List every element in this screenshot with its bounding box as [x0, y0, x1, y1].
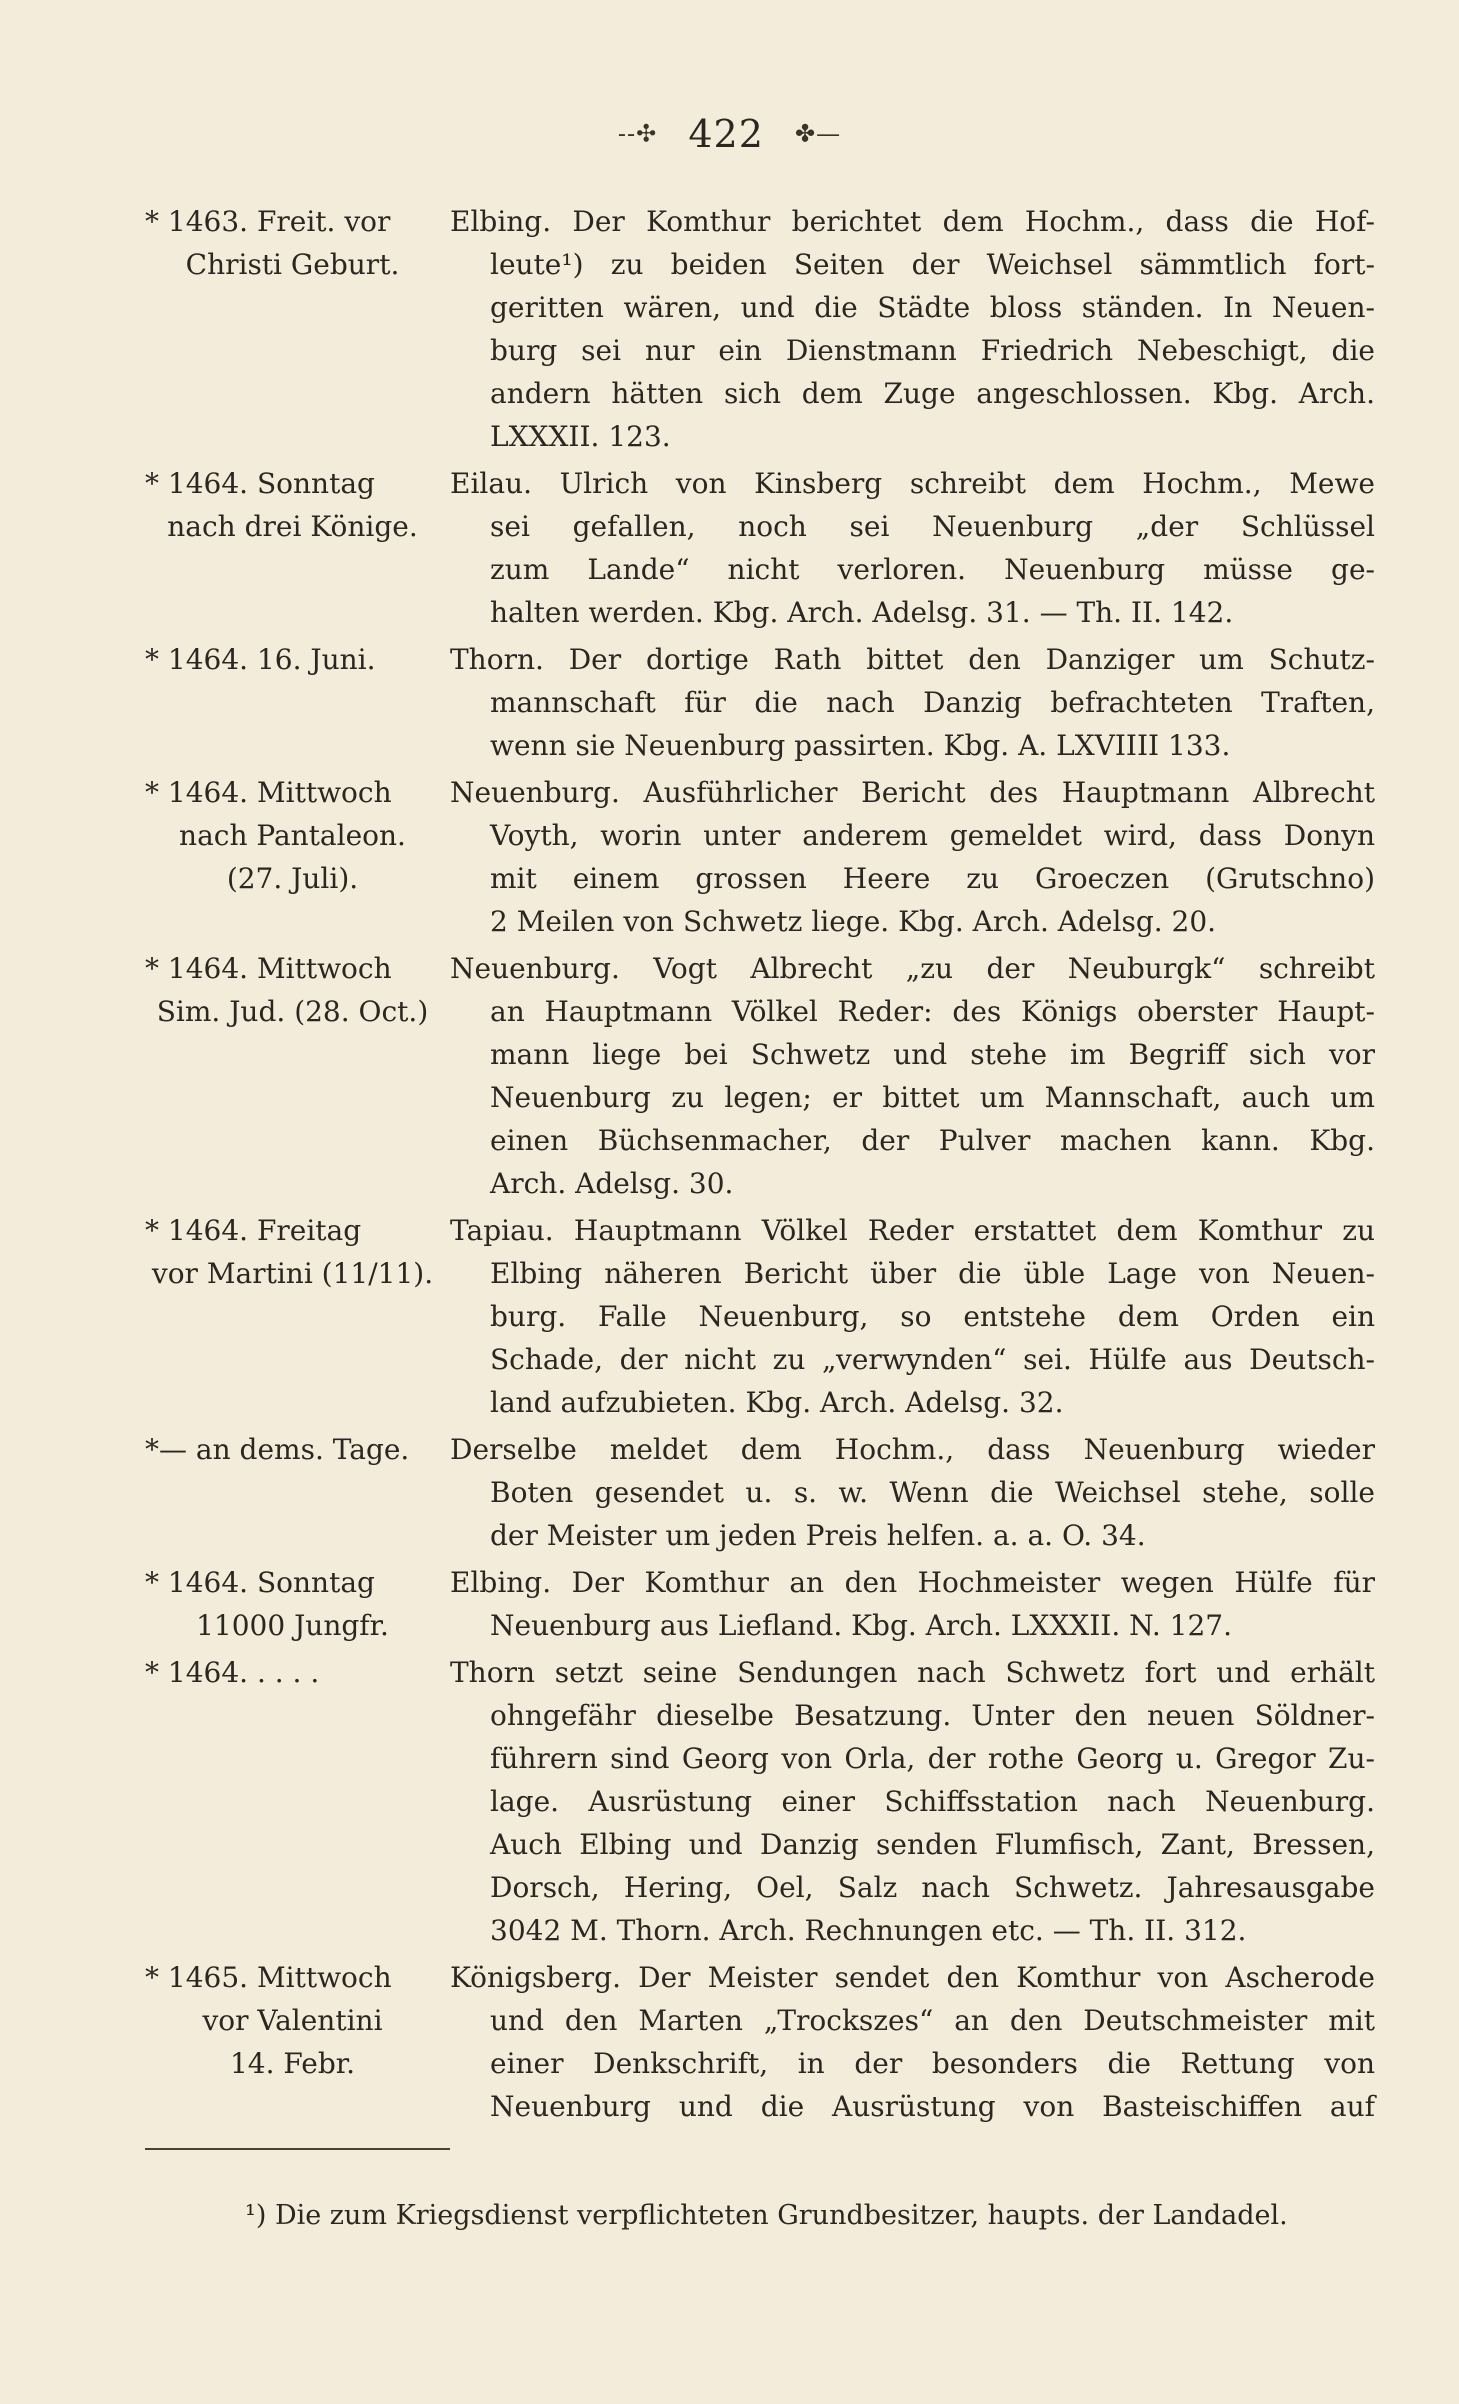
entry-text-line: 2 Meilen von Schwetz liege. Kbg. Arch. Adelsg. 20.: [490, 905, 1217, 938]
chronicle-entry: [145, 1209, 1375, 1424]
chronicle-entry: [145, 1651, 1375, 1952]
entry-text-line: Voyth, worin unter anderem gemeldet wird, dass Donyn: [490, 819, 1375, 852]
entry-text-line: an Hauptmann Völkel Reder: des Königs oberster Haupt-: [490, 995, 1375, 1028]
entry-text-line: Neuenburg zu legen; er bittet um Mannschaft, auch um: [490, 1081, 1375, 1114]
entry-date-line: Sim. Jud. (28. Oct.): [156, 995, 429, 1028]
entry-date: [145, 1561, 440, 1647]
entry-text-line: Boten gesendet u. s. w. Wenn die Weichsel stehe, solle: [490, 1476, 1375, 1509]
right-ornament: ✤—: [794, 119, 842, 148]
entry-text-line: Elbing. Der Komthur berichtet dem Hochm., dass die Hof-: [450, 205, 1375, 238]
entry-date-line: * 1464. Freitag: [145, 1214, 362, 1247]
entry-text: [440, 462, 1375, 634]
entry-text-line: Neuenburg. Ausführlicher Bericht des Hauptmann Albrecht: [450, 776, 1375, 809]
entry-date-line: *— an dems. Tage.: [145, 1433, 410, 1466]
entry-text-line: ohngefähr dieselbe Besatzung. Unter den neuen Söldner-: [490, 1699, 1375, 1732]
entry-text-line: mannschaft für die nach Danzig befrachteten Traften,: [490, 686, 1375, 719]
chronicle-entry: [145, 947, 1375, 1205]
entry-date-line: * 1465. Mittwoch: [145, 1961, 392, 1994]
entry-text-line: Auch Elbing und Danzig senden Flumfisch, Zant, Bressen,: [490, 1828, 1375, 1861]
entry-date-line: * 1464. Mittwoch: [145, 952, 392, 985]
entry-date-line: vor Martini (11/11).: [151, 1257, 434, 1290]
entry-date: [145, 1651, 440, 1952]
entry-text-line: Schade, der nicht zu „verwynden“ sei. Hülfe aus Deutsch-: [490, 1343, 1375, 1376]
chronicle-entry: [145, 771, 1375, 943]
entry-date: [145, 1209, 440, 1424]
chronicle-entry: [145, 1561, 1375, 1647]
entry-date: [145, 1428, 440, 1557]
page-header: [0, 108, 1459, 156]
entry-text-line: und den Marten „Trockszes“ an den Deutschmeister mit: [490, 2004, 1375, 2037]
entry-date-line: nach Pantaleon.: [179, 819, 406, 852]
entry-text-line: geritten wären, und die Städte bloss ständen. In Neuen-: [490, 291, 1375, 324]
left-ornament: --✣: [617, 119, 658, 148]
entry-text-line: Thorn. Der dortige Rath bittet den Danziger um Schutz-: [450, 643, 1375, 676]
entry-text-line: LXXXII. 123.: [490, 420, 671, 453]
chronicle-entry: [145, 638, 1375, 767]
entry-text-line: Derselbe meldet dem Hochm., dass Neuenburg wieder: [450, 1433, 1375, 1466]
footnote: [245, 2196, 1375, 2236]
entry-date-line: 14. Febr.: [229, 2047, 356, 2080]
footnote-text: Die zum Kriegsdienst verpflichteten Grundbesitzer, haupts. der Landadel.: [274, 2200, 1288, 2231]
entry-date: [145, 200, 440, 458]
entry-date: [145, 462, 440, 634]
entry-text-line: Elbing näheren Bericht über die üble Lage von Neuen-: [490, 1257, 1375, 1290]
entry-text-line: Neuenburg und die Ausrüstung von Basteischiffen auf: [490, 2090, 1375, 2123]
entry-text-line: Thorn setzt seine Sendungen nach Schwetz fort und erhält: [450, 1656, 1375, 1689]
entry-text-line: leute¹) zu beiden Seiten der Weichsel sämmtlich fort-: [490, 248, 1375, 281]
entry-date: [145, 638, 440, 767]
entry-date: [145, 771, 440, 943]
entry-date: [145, 947, 440, 1205]
entry-text-line: wenn sie Neuenburg passirten. Kbg. A. LXVIIII 133.: [490, 729, 1231, 762]
entry-date-line: * 1464. Sonntag: [145, 467, 375, 500]
entry-date-line: * 1464. Mittwoch: [145, 776, 392, 809]
entry-text: [440, 1651, 1375, 1952]
entry-text-line: sei gefallen, noch sei Neuenburg „der Schlüssel: [490, 510, 1375, 543]
entry-text-line: Arch. Adelsg. 30.: [490, 1167, 734, 1200]
entry-date: [145, 1956, 440, 2128]
entry-text: [440, 1209, 1375, 1424]
entry-text-line: burg. Falle Neuenburg, so entstehe dem Orden ein: [490, 1300, 1375, 1333]
entry-text-line: mann liege bei Schwetz und stehe im Begriff sich vor: [490, 1038, 1375, 1071]
entry-date-line: (27. Juli).: [226, 862, 359, 895]
chronicle-entries: [145, 200, 1375, 2132]
entry-date-line: vor Valentini: [202, 2004, 383, 2037]
entry-text: [440, 638, 1375, 767]
chronicle-entry: [145, 1428, 1375, 1557]
entry-date-line: * 1464. . . . .: [145, 1656, 320, 1689]
entry-text: [440, 1561, 1375, 1647]
entry-text: [440, 1428, 1375, 1557]
entry-text-line: land aufzubieten. Kbg. Arch. Adelsg. 32.: [490, 1386, 1064, 1419]
page-number: 422: [688, 111, 764, 156]
entry-text-line: 3042 M. Thorn. Arch. Rechnungen etc. — Th. II. 312.: [490, 1914, 1247, 1947]
entry-text-line: mit einem grossen Heere zu Groeczen (Grutschno): [490, 862, 1375, 895]
entry-text-line: andern hätten sich dem Zuge angeschlossen. Kbg. Arch.: [490, 377, 1375, 410]
entry-text-line: Eilau. Ulrich von Kinsberg schreibt dem Hochm., Mewe: [450, 467, 1375, 500]
entry-date-line: * 1463. Freit. vor: [145, 205, 391, 238]
entry-text-line: Tapiau. Hauptmann Völkel Reder erstattet dem Komthur zu: [450, 1214, 1375, 1247]
entry-text-line: lage. Ausrüstung einer Schiffsstation nach Neuenburg.: [490, 1785, 1375, 1818]
entry-text-line: Königsberg. Der Meister sendet den Komthur von Ascherode: [450, 1961, 1375, 1994]
chronicle-entry: [145, 462, 1375, 634]
entry-text-line: führern sind Georg von Orla, der rothe Georg u. Gregor Zu-: [490, 1742, 1375, 1775]
entry-date-line: 11000 Jungfr.: [196, 1609, 389, 1642]
entry-text: [440, 200, 1375, 458]
footnote-marker: ¹): [245, 2200, 267, 2231]
entry-text-line: halten werden. Kbg. Arch. Adelsg. 31. — Th. II. 142.: [490, 596, 1234, 629]
entry-text-line: der Meister um jeden Preis helfen. a. a. O. 34.: [490, 1519, 1146, 1552]
entry-text-line: Neuenburg aus Liefland. Kbg. Arch. LXXXII. N. 127.: [490, 1609, 1232, 1642]
footnote-rule: [145, 2148, 450, 2150]
entry-date-line: * 1464. 16. Juni.: [145, 643, 376, 676]
entry-text-line: zum Lande“ nicht verloren. Neuenburg müsse ge-: [490, 553, 1375, 586]
entry-text: [440, 947, 1375, 1205]
entry-text-line: Elbing. Der Komthur an den Hochmeister wegen Hülfe für: [450, 1566, 1375, 1599]
entry-text-line: einen Büchsenmacher, der Pulver machen kann. Kbg.: [490, 1124, 1375, 1157]
entry-date-line: * 1464. Sonntag: [145, 1566, 375, 1599]
entry-date-line: Christi Geburt.: [185, 248, 400, 281]
entry-text-line: burg sei nur ein Dienstmann Friedrich Nebeschigt, die: [490, 334, 1375, 367]
chronicle-entry: [145, 1956, 1375, 2128]
entry-text: [440, 771, 1375, 943]
entry-text-line: Dorsch, Hering, Oel, Salz nach Schwetz. Jahresausgabe: [490, 1871, 1375, 1904]
entry-text-line: einer Denkschrift, in der besonders die Rettung von: [490, 2047, 1375, 2080]
entry-date-line: nach drei Könige.: [167, 510, 418, 543]
entry-text-line: Neuenburg. Vogt Albrecht „zu der Neuburgk“ schreibt: [450, 952, 1375, 985]
entry-text: [440, 1956, 1375, 2128]
chronicle-entry: [145, 200, 1375, 458]
